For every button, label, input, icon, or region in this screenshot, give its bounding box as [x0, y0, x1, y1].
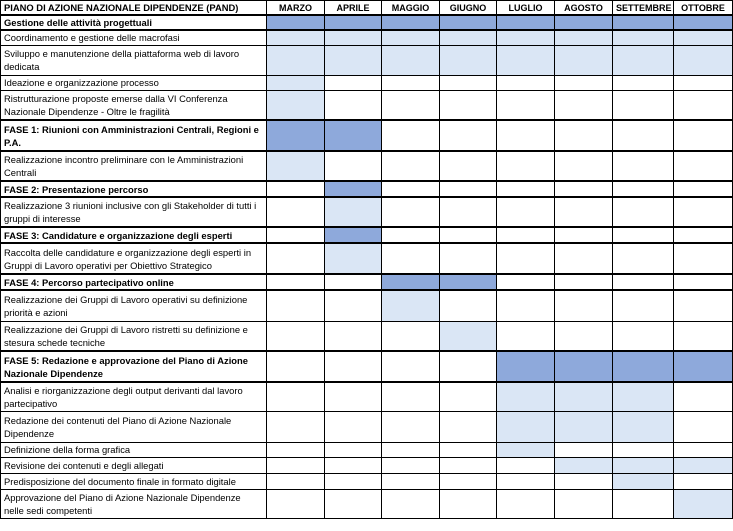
phase-label: FASE 4: Percorso partecipativo online — [1, 274, 267, 290]
timeline-cell — [674, 90, 733, 120]
timeline-cell — [267, 181, 325, 197]
timeline-cell — [267, 243, 325, 274]
timeline-cell — [267, 351, 325, 382]
timeline-cell-filled — [382, 45, 440, 75]
activity-label: Ristrutturazione proposte emerse dalla VI Conferenza Nazionale Dipendenze - Oltre le fragilità — [1, 90, 267, 120]
activity-label: Coordinamento e gestione delle macrofasi — [1, 30, 267, 45]
activity-label: Predisposizione del documento finale in formato digitale — [1, 473, 267, 489]
timeline-cell — [382, 197, 440, 227]
timeline-cell — [325, 274, 382, 290]
activity-row — [1, 290, 733, 321]
timeline-cell — [497, 197, 555, 227]
timeline-cell — [440, 197, 497, 227]
timeline-cell-filled — [613, 15, 674, 30]
timeline-cell-filled — [325, 30, 382, 45]
phase-row — [1, 120, 733, 151]
timeline-cell — [325, 290, 382, 321]
timeline-cell-filled — [440, 45, 497, 75]
timeline-cell-filled — [674, 45, 733, 75]
timeline-cell — [325, 151, 382, 181]
timeline-cell-filled — [325, 45, 382, 75]
timeline-cell — [267, 473, 325, 489]
timeline-cell — [440, 90, 497, 120]
timeline-cell — [440, 227, 497, 243]
activity-label: Sviluppo e manutenzione della piattaforma web di lavoro dedicata — [1, 45, 267, 75]
timeline-cell — [267, 321, 325, 351]
timeline-cell-filled — [382, 274, 440, 290]
timeline-cell — [440, 382, 497, 411]
timeline-cell — [382, 382, 440, 411]
timeline-cell-filled — [267, 90, 325, 120]
timeline-cell-filled — [267, 45, 325, 75]
activity-label: Redazione dei contenuti del Piano di Azione Nazionale Dipendenze — [1, 411, 267, 442]
phase-row — [1, 15, 733, 30]
timeline-cell — [613, 227, 674, 243]
timeline-cell — [497, 227, 555, 243]
timeline-cell — [555, 473, 613, 489]
month-header-luglio: LUGLIO — [497, 1, 555, 16]
timeline-cell-filled — [497, 30, 555, 45]
timeline-cell — [497, 473, 555, 489]
activity-row — [1, 382, 733, 411]
timeline-cell — [497, 457, 555, 473]
timeline-cell — [674, 442, 733, 457]
timeline-cell-filled — [325, 197, 382, 227]
timeline-cell-filled — [555, 411, 613, 442]
timeline-cell-filled — [497, 45, 555, 75]
timeline-cell-filled — [440, 274, 497, 290]
timeline-cell — [674, 181, 733, 197]
month-header-ottobre: OTTOBRE — [674, 1, 733, 16]
activity-row — [1, 30, 733, 45]
timeline-cell — [267, 442, 325, 457]
timeline-cell — [440, 442, 497, 457]
timeline-cell-filled — [497, 382, 555, 411]
phase-label: FASE 1: Riunioni con Amministrazioni Centrali, Regioni e P.A. — [1, 120, 267, 151]
timeline-cell-filled — [267, 120, 325, 151]
timeline-cell-filled — [440, 30, 497, 45]
timeline-cell — [613, 274, 674, 290]
activity-label: Realizzazione 3 riunioni inclusive con gli Stakeholder di tutti i gruppi di interesse — [1, 197, 267, 227]
timeline-cell — [267, 274, 325, 290]
timeline-cell — [440, 120, 497, 151]
timeline-cell — [440, 351, 497, 382]
timeline-cell-filled — [613, 30, 674, 45]
timeline-cell-filled — [267, 75, 325, 90]
timeline-cell-filled — [674, 489, 733, 518]
timeline-cell — [267, 290, 325, 321]
timeline-cell — [613, 75, 674, 90]
timeline-cell — [440, 151, 497, 181]
timeline-cell — [382, 181, 440, 197]
timeline-cell — [674, 120, 733, 151]
timeline-cell-filled — [497, 15, 555, 30]
timeline-cell — [674, 227, 733, 243]
timeline-cell-filled — [497, 351, 555, 382]
timeline-cell — [674, 473, 733, 489]
timeline-cell — [497, 321, 555, 351]
timeline-cell — [440, 290, 497, 321]
activity-row — [1, 411, 733, 442]
timeline-cell — [267, 227, 325, 243]
timeline-cell — [497, 90, 555, 120]
month-header-aprile: APRILE — [325, 1, 382, 16]
timeline-cell-filled — [325, 227, 382, 243]
timeline-cell — [267, 489, 325, 518]
timeline-cell — [382, 243, 440, 274]
activity-label: Ideazione e organizzazione processo — [1, 75, 267, 90]
activity-row — [1, 243, 733, 274]
timeline-cell — [555, 120, 613, 151]
phase-label: FASE 5: Redazione e approvazione del Piano di Azione Nazionale Dipendenze — [1, 351, 267, 382]
timeline-cell — [440, 411, 497, 442]
activity-label: Analisi e riorganizzazione degli output derivanti dal lavoro partecipativo — [1, 382, 267, 411]
timeline-cell — [674, 243, 733, 274]
timeline-cell-filled — [613, 457, 674, 473]
timeline-cell — [325, 489, 382, 518]
timeline-cell — [674, 382, 733, 411]
timeline-cell — [440, 489, 497, 518]
timeline-cell-filled — [674, 457, 733, 473]
phase-label: FASE 3: Candidature e organizzazione degli esperti — [1, 227, 267, 243]
timeline-cell — [440, 243, 497, 274]
timeline-cell — [325, 473, 382, 489]
timeline-cell-filled — [382, 30, 440, 45]
header-row — [1, 1, 733, 16]
month-header-marzo: MARZO — [267, 1, 325, 16]
activity-row — [1, 75, 733, 90]
timeline-cell — [613, 90, 674, 120]
timeline-cell — [382, 321, 440, 351]
timeline-cell — [325, 457, 382, 473]
timeline-cell — [497, 290, 555, 321]
timeline-cell — [497, 75, 555, 90]
timeline-cell — [325, 321, 382, 351]
timeline-cell — [674, 290, 733, 321]
timeline-cell-filled — [267, 30, 325, 45]
activity-label: Raccolta delle candidature e organizzazione degli esperti in Gruppi di Lavoro operativi per Obiettivo Strategico — [1, 243, 267, 274]
timeline-cell — [440, 181, 497, 197]
timeline-cell — [382, 351, 440, 382]
activity-label: Definizione della forma grafica — [1, 442, 267, 457]
timeline-cell — [613, 290, 674, 321]
timeline-cell — [555, 151, 613, 181]
timeline-cell — [382, 457, 440, 473]
timeline-cell — [325, 90, 382, 120]
activity-row — [1, 457, 733, 473]
activity-row — [1, 197, 733, 227]
timeline-cell — [555, 181, 613, 197]
activity-label: Approvazione del Piano di Azione Nazionale Dipendenze nelle sedi competenti — [1, 489, 267, 518]
timeline-cell — [555, 442, 613, 457]
month-header-settembre: SETTEMBRE — [613, 1, 674, 16]
timeline-cell — [382, 90, 440, 120]
timeline-cell — [497, 274, 555, 290]
timeline-cell-filled — [613, 351, 674, 382]
timeline-cell — [382, 227, 440, 243]
timeline-cell — [497, 151, 555, 181]
timeline-cell — [555, 321, 613, 351]
timeline-cell — [267, 197, 325, 227]
timeline-cell — [497, 181, 555, 197]
timeline-cell — [555, 90, 613, 120]
timeline-cell-filled — [497, 442, 555, 457]
timeline-cell-filled — [440, 321, 497, 351]
timeline-cell-filled — [325, 120, 382, 151]
month-header-maggio: MAGGIO — [382, 1, 440, 16]
timeline-cell — [613, 489, 674, 518]
timeline-cell — [382, 411, 440, 442]
timeline-cell — [325, 411, 382, 442]
activity-row — [1, 489, 733, 518]
activity-row — [1, 45, 733, 75]
timeline-cell — [674, 321, 733, 351]
timeline-cell-filled — [613, 45, 674, 75]
timeline-cell-filled — [555, 30, 613, 45]
timeline-cell — [674, 75, 733, 90]
activity-row — [1, 321, 733, 351]
timeline-cell — [555, 489, 613, 518]
activity-row — [1, 151, 733, 181]
timeline-cell-filled — [674, 30, 733, 45]
timeline-cell — [440, 457, 497, 473]
timeline-cell-filled — [555, 382, 613, 411]
phase-row — [1, 351, 733, 382]
timeline-cell — [613, 151, 674, 181]
timeline-cell — [613, 197, 674, 227]
month-header-agosto: AGOSTO — [555, 1, 613, 16]
timeline-cell-filled — [555, 457, 613, 473]
timeline-cell — [555, 75, 613, 90]
timeline-cell — [382, 75, 440, 90]
timeline-cell — [267, 411, 325, 442]
timeline-cell — [613, 442, 674, 457]
table-title: PIANO DI AZIONE NAZIONALE DIPENDENZE (PAND) — [1, 1, 267, 16]
activity-label: Realizzazione dei Gruppi di Lavoro operativi su definizione priorità e azioni — [1, 290, 267, 321]
timeline-cell — [613, 181, 674, 197]
activity-label: Revisione dei contenuti e degli allegati — [1, 457, 267, 473]
timeline-cell — [267, 382, 325, 411]
timeline-cell-filled — [613, 473, 674, 489]
timeline-cell — [382, 151, 440, 181]
timeline-cell — [613, 243, 674, 274]
timeline-cell-filled — [325, 181, 382, 197]
phase-row — [1, 181, 733, 197]
timeline-cell-filled — [267, 151, 325, 181]
timeline-cell-filled — [497, 411, 555, 442]
phase-row — [1, 274, 733, 290]
timeline-cell-filled — [613, 411, 674, 442]
timeline-cell-filled — [325, 243, 382, 274]
timeline-cell — [674, 274, 733, 290]
timeline-cell — [555, 197, 613, 227]
timeline-cell — [325, 442, 382, 457]
timeline-cell — [497, 120, 555, 151]
activity-row — [1, 473, 733, 489]
timeline-cell-filled — [674, 15, 733, 30]
timeline-cell-filled — [382, 290, 440, 321]
timeline-cell — [382, 489, 440, 518]
timeline-cell-filled — [555, 351, 613, 382]
timeline-cell — [325, 351, 382, 382]
timeline-cell — [555, 227, 613, 243]
timeline-cell-filled — [440, 15, 497, 30]
activity-row — [1, 442, 733, 457]
phase-label: Gestione delle attività progettuali — [1, 15, 267, 30]
activity-row — [1, 90, 733, 120]
timeline-cell — [325, 382, 382, 411]
activity-label: Realizzazione incontro preliminare con le Amministrazioni Centrali — [1, 151, 267, 181]
activity-label: Realizzazione dei Gruppi di Lavoro ristretti su definizione e stesura schede tecniche — [1, 321, 267, 351]
timeline-cell-filled — [555, 15, 613, 30]
timeline-cell — [382, 120, 440, 151]
timeline-cell — [613, 321, 674, 351]
timeline-cell — [613, 120, 674, 151]
timeline-cell-filled — [613, 382, 674, 411]
timeline-cell — [674, 197, 733, 227]
timeline-cell — [555, 243, 613, 274]
timeline-cell-filled — [555, 45, 613, 75]
timeline-cell — [325, 75, 382, 90]
timeline-cell — [440, 473, 497, 489]
timeline-cell — [497, 243, 555, 274]
timeline-cell — [674, 411, 733, 442]
timeline-cell-filled — [267, 15, 325, 30]
timeline-cell — [555, 274, 613, 290]
timeline-cell — [382, 473, 440, 489]
timeline-cell-filled — [674, 351, 733, 382]
timeline-cell — [674, 151, 733, 181]
timeline-cell-filled — [382, 15, 440, 30]
timeline-cell — [497, 489, 555, 518]
month-header-giugno: GIUGNO — [440, 1, 497, 16]
timeline-cell — [555, 290, 613, 321]
phase-label: FASE 2: Presentazione percorso — [1, 181, 267, 197]
timeline-cell — [382, 442, 440, 457]
timeline-cell — [440, 75, 497, 90]
phase-row — [1, 227, 733, 243]
timeline-cell-filled — [325, 15, 382, 30]
timeline-cell — [267, 457, 325, 473]
